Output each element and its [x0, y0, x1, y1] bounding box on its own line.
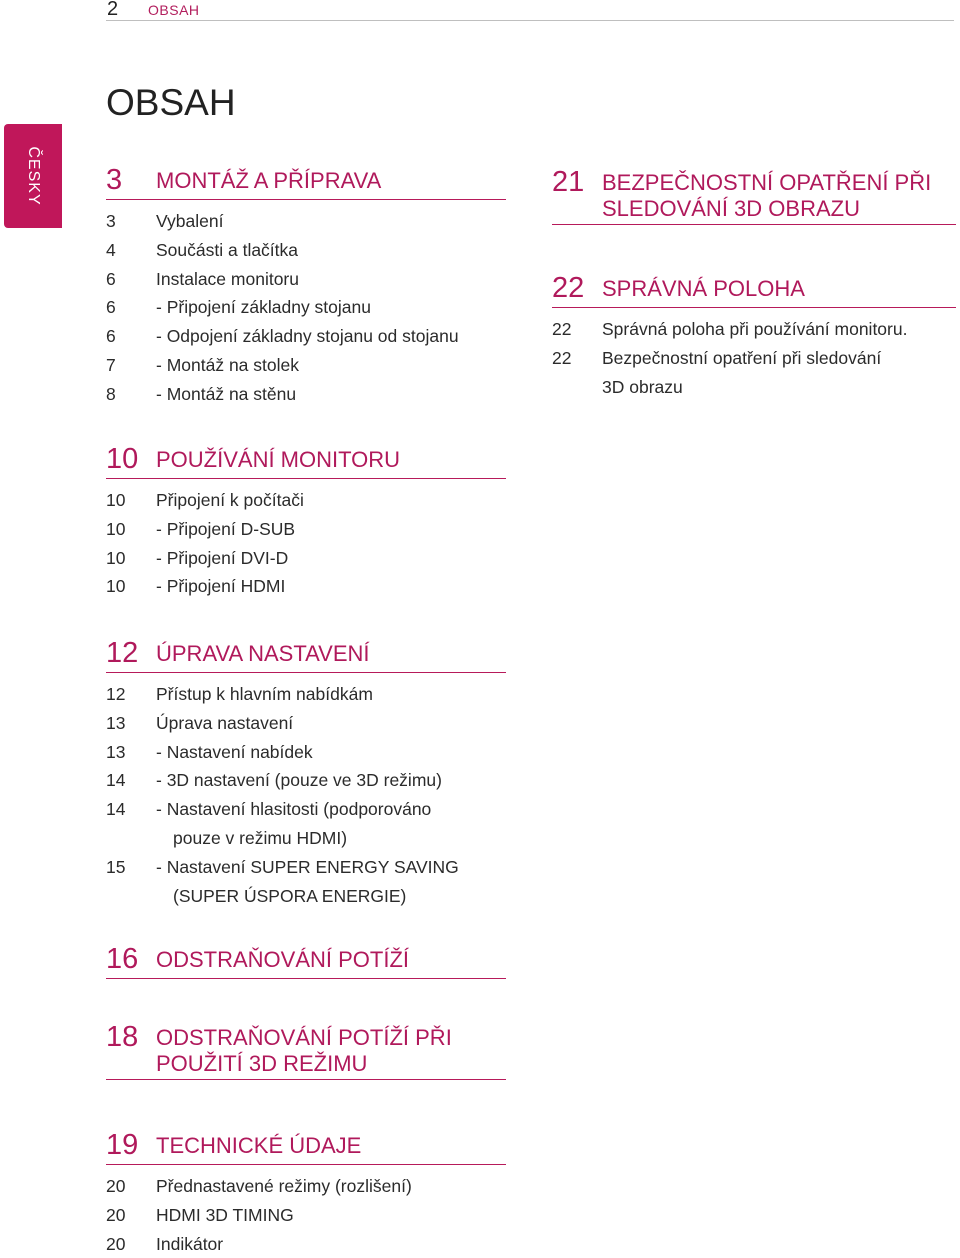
section-heading[interactable] [552, 271, 956, 308]
entry-page: 20 [106, 1176, 126, 1196]
section-heading[interactable] [106, 1128, 506, 1165]
section-page-number: 18 [106, 1021, 139, 1053]
entry-text: - Připojení HDMI [156, 576, 286, 597]
entry-text: Instalace monitoru [156, 268, 299, 289]
entry-page: 14 [106, 799, 126, 820]
toc-entry[interactable] [106, 853, 506, 911]
toc-section [106, 1128, 506, 1258]
language-tab [4, 124, 62, 228]
entry-page: 6 [106, 268, 116, 289]
entry-page: 15 [106, 856, 126, 877]
toc-entry[interactable] [106, 351, 506, 380]
entry-text: Přednastavené režimy (rozlišení) [156, 1176, 412, 1196]
entry-page: 22 [552, 319, 572, 339]
toc-section [106, 636, 506, 910]
toc-entry[interactable] [106, 1172, 506, 1201]
entry-text: - Montáž na stolek [156, 354, 299, 375]
entry-text: Indikátor [156, 1233, 224, 1254]
toc-entry[interactable] [106, 572, 506, 601]
section-heading[interactable] [106, 1020, 506, 1080]
toc-section [106, 442, 506, 601]
toc-entry[interactable] [106, 515, 506, 544]
section-page-number: 10 [106, 443, 139, 475]
entry-page: 8 [106, 383, 116, 404]
section-page-number: 12 [106, 637, 139, 669]
section-title: ODSTRAŇOVÁNÍ POTÍŽÍ PŘI POUŽITÍ 3D REŽIMU [156, 1025, 452, 1076]
entry-page: 13 [106, 712, 126, 733]
entry-text: - Odpojení základny stojanu od stojanu [156, 326, 459, 347]
toc-entry[interactable] [106, 322, 506, 351]
entry-page: 7 [106, 354, 116, 375]
entry-text: Vybalení [156, 211, 224, 231]
section-title: BEZPEČNOSTNÍ OPATŘENÍ PŘI SLEDOVÁNÍ 3D OBRAZU [602, 170, 932, 221]
section-title: TECHNICKÉ ÚDAJE [156, 1133, 362, 1158]
toc-section [106, 942, 506, 979]
section-title: MONTÁŽ A PŘÍPRAVA [156, 168, 382, 193]
toc-entry[interactable] [106, 709, 506, 738]
entry-text: Součásti a tlačítka [156, 239, 299, 260]
section-page-number: 22 [552, 272, 585, 304]
section-page-number: 16 [106, 943, 139, 975]
toc-entry[interactable] [552, 344, 956, 402]
toc-section [106, 163, 506, 409]
toc-section [552, 271, 956, 401]
toc-entry[interactable] [106, 738, 506, 767]
toc-entry[interactable] [552, 315, 956, 344]
language-tab-label: ČESKY [25, 146, 42, 206]
section-heading[interactable] [106, 442, 506, 479]
section-heading[interactable] [552, 165, 956, 225]
toc-entry[interactable] [106, 544, 506, 573]
toc-section [552, 165, 956, 225]
entry-text: - Nastavení SUPER ENERGY SAVING (SUPER ÚSPORA ENERGIE) [156, 856, 459, 906]
toc-section [106, 1020, 506, 1080]
entry-page: 6 [106, 326, 116, 347]
toc-entry[interactable] [106, 486, 506, 515]
entry-page: 20 [106, 1233, 126, 1254]
section-heading[interactable] [106, 942, 506, 979]
section-page-number: 21 [552, 166, 585, 198]
entry-text: Úprava nastavení [156, 712, 294, 733]
running-header: OBSAH [148, 2, 200, 18]
section-page-number: 3 [106, 164, 123, 196]
section-page-number: 19 [106, 1129, 139, 1161]
section-heading[interactable] [106, 163, 506, 200]
toc-entry[interactable] [106, 293, 506, 322]
toc-entry[interactable] [106, 1230, 506, 1258]
entry-page: 22 [552, 347, 572, 368]
entry-text: Bezpečnostní opatření při sledování 3D obrazu [602, 347, 882, 397]
toc-entry[interactable] [106, 680, 506, 709]
entry-page: 10 [106, 576, 126, 597]
toc-entry[interactable] [106, 380, 506, 409]
section-title: SPRÁVNÁ POLOHA [602, 276, 805, 301]
toc-entry[interactable] [106, 236, 506, 265]
entry-page: 20 [106, 1204, 126, 1225]
section-title: ODSTRAŇOVÁNÍ POTÍŽÍ [156, 947, 410, 972]
toc-entry[interactable] [106, 766, 506, 795]
entry-page: 12 [106, 684, 126, 704]
entry-text: - Připojení D-SUB [156, 518, 296, 539]
entry-text: Připojení k počítači [156, 490, 304, 510]
entry-text: Přístup k hlavním nabídkám [156, 684, 373, 704]
entry-page: 3 [106, 211, 116, 231]
entry-page: 13 [106, 741, 126, 762]
entry-page: 14 [106, 770, 126, 791]
entry-page: 10 [106, 518, 126, 539]
toc-entry[interactable] [106, 265, 506, 294]
toc-entry[interactable] [106, 1201, 506, 1230]
entry-text: HDMI 3D TIMING [156, 1204, 294, 1225]
page-number: 2 [107, 0, 119, 20]
entry-text: - Připojení základny stojanu [156, 297, 371, 318]
section-title: ÚPRAVA NASTAVENÍ [156, 641, 370, 666]
entry-page: 4 [106, 239, 116, 260]
page-title: OBSAH [106, 82, 236, 123]
entry-text: - 3D nastavení (pouze ve 3D režimu) [156, 770, 442, 791]
entry-text: Správná poloha při používání monitoru. [602, 319, 908, 339]
entry-text: - Připojení DVI-D [156, 547, 289, 568]
section-heading[interactable] [106, 636, 506, 673]
toc-entry[interactable] [106, 207, 506, 236]
toc-entry[interactable] [106, 795, 506, 853]
entry-page: 6 [106, 297, 116, 318]
entry-text: - Nastavení nabídek [156, 741, 313, 762]
entry-text: - Nastavení hlasitosti (podporováno pouze v režimu HDMI) [156, 799, 432, 848]
entry-page: 10 [106, 547, 126, 568]
header-divider [106, 20, 954, 21]
entry-page: 10 [106, 490, 126, 510]
entry-text: - Montáž na stěnu [156, 383, 297, 404]
section-title: POUŽÍVÁNÍ MONITORU [156, 447, 401, 472]
